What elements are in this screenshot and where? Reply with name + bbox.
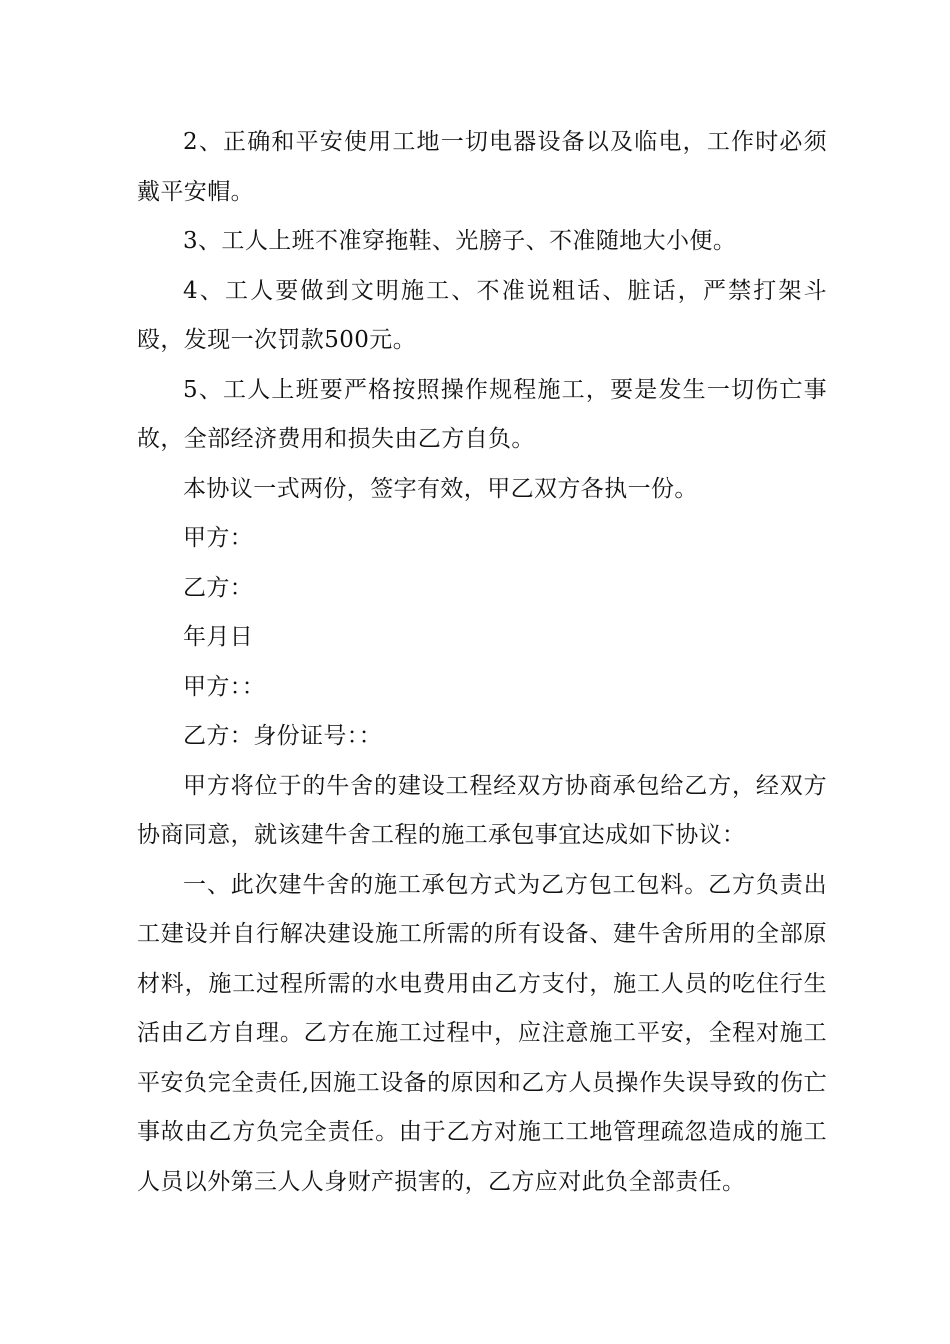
paragraph-agreement-intro: 甲方将位于的牛舍的建设工程经双方协商承包给乙方，经双方协商同意，就该建牛舍工程的施工承包事宜达成如下协议： (137, 772, 827, 848)
document-body (137, 118, 827, 1207)
party-b-signature-line: 乙方： (183, 574, 254, 601)
paragraph-safety-equipment: 2、正确和平安使用工地一切电器设备以及临电，工作时必须戴平安帽。 (137, 129, 827, 205)
party-b-id-line: 乙方：身份证号：： (183, 723, 383, 749)
paragraph-operating-rules: 5、工人上班要严格按照操作规程施工，要是发生一切伤亡事故，全部经济费用和损失由乙方自负。 (137, 376, 827, 452)
paragraph-copies-clause: 本协议一式两份，签字有效，甲乙双方各执一份。 (183, 475, 698, 502)
party-a-signature-line: 甲方： (183, 525, 254, 551)
date-line: 年月日 (183, 624, 254, 650)
party-a-line: 甲方：： (183, 673, 266, 700)
paragraph-clause-one: 一、此次建牛舍的施工承包方式为乙方包工包料。乙方负责出工建设并自行解决建设施工所需的所有设备、建牛舍所用的全部原材料，施工过程所需的水电费用由乙方支付，施工人员的吃住行生活由乙方自理。乙方在施工过程中，应注意施工平安，全程对施工平安负完全责任,因施工设备的原因和乙方人员操作失误导致的伤亡事故由乙方负完全责任。由于乙方对施工工地管理疏忽造成的施工人员以外第三人人身财产损害的，乙方应对此负全部责任。 (137, 871, 827, 1195)
paragraph-dress-code: 3、工人上班不准穿拖鞋、光膀子、不准随地大小便。 (183, 228, 737, 254)
paragraph-civilized-construction: 4、工人要做到文明施工、不准说粗话、脏话，严禁打架斗殴，发现一次罚款500元。 (137, 277, 827, 353)
